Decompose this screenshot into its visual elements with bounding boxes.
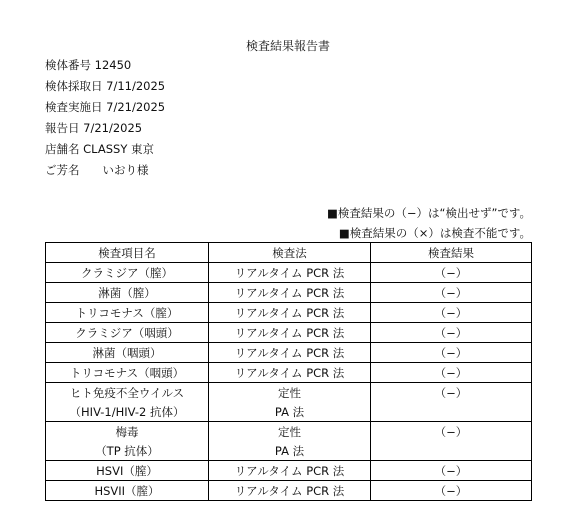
method-cell: リアルタイム PCR 法 [209,461,371,481]
test-item-cell: 淋菌（膣） [46,283,209,303]
table-row [46,323,532,343]
method-cell: リアルタイム PCR 法 [209,263,371,283]
specimen-number: 検体番号 12450 [45,58,132,72]
table-row-hiv-bottom [46,402,532,422]
table-row-syphilis-top [46,422,532,442]
result-cell: （−） [371,263,532,283]
test-item-cell: トリコモナス（咽頭） [46,363,209,383]
method-cell: リアルタイム PCR 法 [209,363,371,383]
result-cell [371,402,532,422]
result-cell: （−） [371,283,532,303]
result-cell: （−） [371,323,532,343]
test-item-cell: HSVI（膣） [46,461,209,481]
test-date: 検査実施日 7/21/2025 [45,100,166,114]
table-row [46,461,532,481]
method-cell: リアルタイム PCR 法 [209,481,371,501]
result-cell: （−） [371,363,532,383]
collection-date: 検体採取日 7/11/2025 [45,79,166,93]
test-item-cell: ヒト免疫不全ウイルス [46,383,209,403]
specimen-info [45,55,165,181]
table-row [46,481,532,501]
patient-name: ご芳名 いおり様 [45,163,149,177]
table-row [46,283,532,303]
method-cell: PA 法 [209,402,371,422]
result-cell: （−） [371,303,532,323]
test-item-cell: （HIV-1/HIV-2 抗体） [46,402,209,422]
test-item-cell: （TP 抗体） [46,441,209,461]
test-item-cell: クラミジア（咽頭） [46,323,209,343]
test-item-cell: トリコモナス（膣） [46,303,209,323]
table-row-hiv-top [46,383,532,403]
test-item-cell: HSVII（膣） [46,481,209,501]
header-test-item: 検査項目名 [46,243,209,263]
result-cell: （−） [371,383,532,403]
method-cell: リアルタイム PCR 法 [209,303,371,323]
result-cell: （−） [371,343,532,363]
header-method: 検査法 [209,243,371,263]
table-row [46,343,532,363]
results-table [45,242,532,501]
report-date: 報告日 7/21/2025 [45,121,143,135]
note-not-detected: ■検査結果の（−）は“検出せず”です。 [327,206,531,220]
method-cell: PA 法 [209,441,371,461]
report-title: 検査結果報告書 [245,39,330,53]
store-name: 店舗名 CLASSY 東京 [45,142,155,156]
method-cell: リアルタイム PCR 法 [209,323,371,343]
result-cell [371,441,532,461]
table-header-row [46,243,532,263]
table-row [46,303,532,323]
method-cell: リアルタイム PCR 法 [209,343,371,363]
header-result: 検査結果 [371,243,532,263]
test-item-cell: 淋菌（咽頭） [46,343,209,363]
method-cell: 定性 [209,422,371,442]
result-cell: （−） [371,461,532,481]
test-item-cell: 梅毒 [46,422,209,442]
method-cell: リアルタイム PCR 法 [209,283,371,303]
table-row [46,363,532,383]
result-cell: （−） [371,422,532,442]
test-item-cell: クラミジア（膣） [46,263,209,283]
method-cell: 定性 [209,383,371,403]
result-cell: （−） [371,481,532,501]
table-row-syphilis-bottom [46,441,532,461]
note-untestable: ■検査結果の（×）は検査不能です。 [338,226,531,240]
table-row [46,263,532,283]
result-notes [327,203,531,243]
